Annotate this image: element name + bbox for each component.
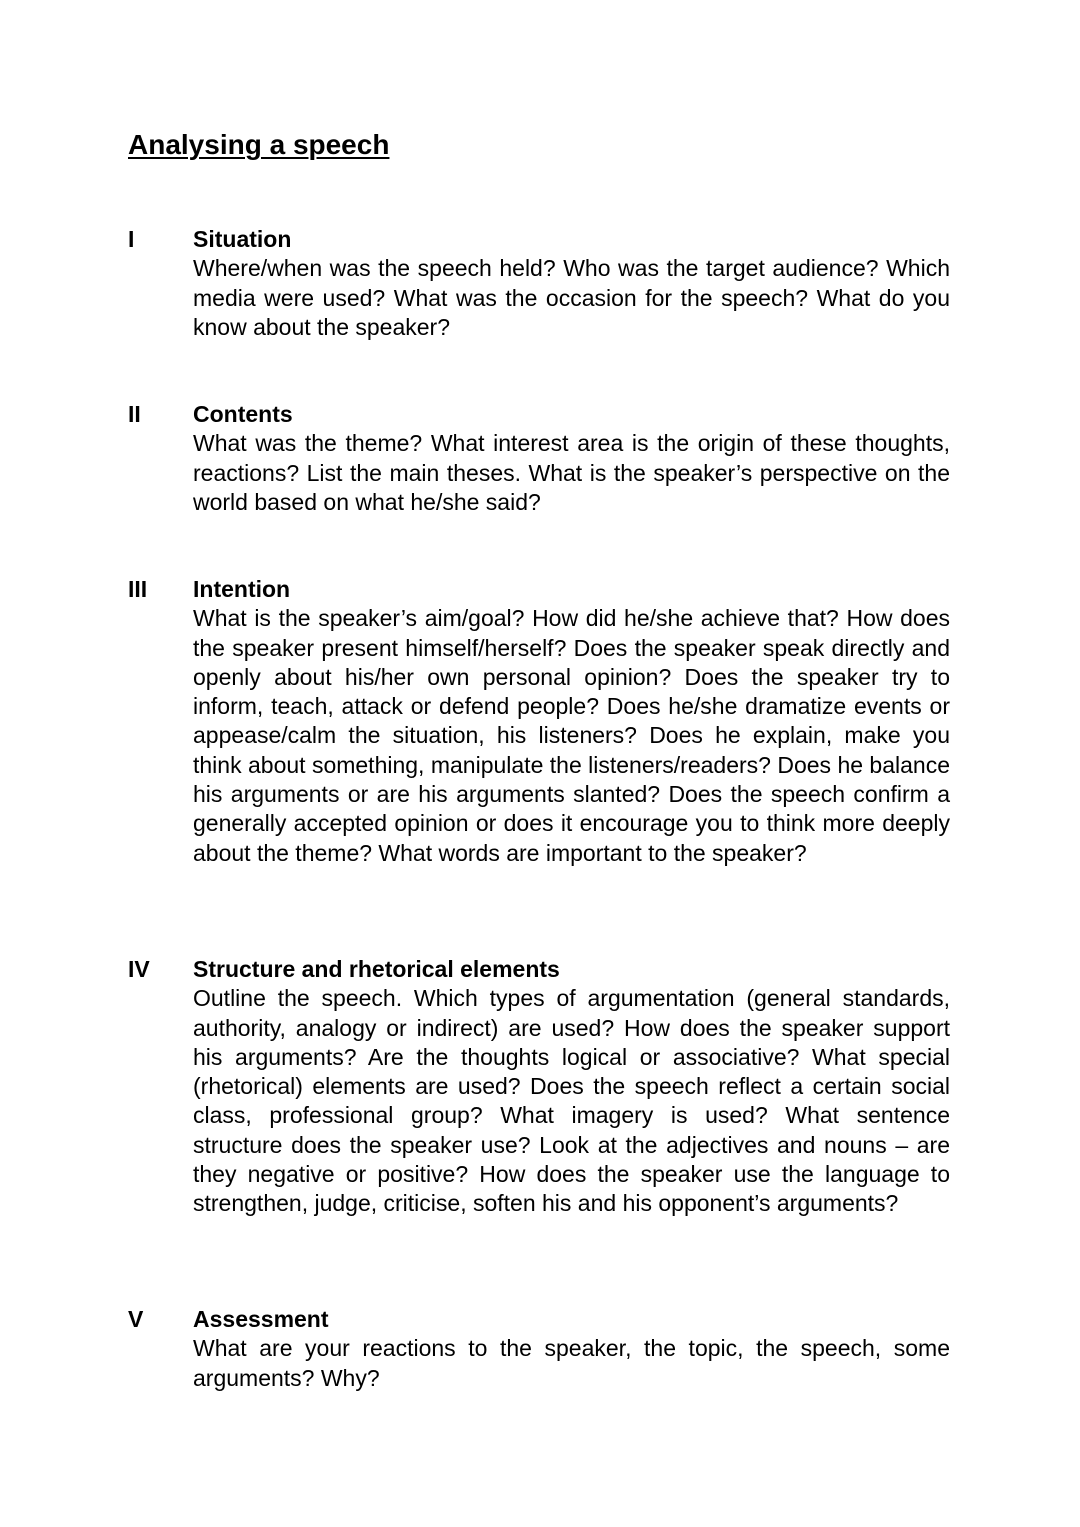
section-text: Where/when was the speech held? Who was the target audience? Which media were used? What was the occasion for the speech? What do you know about the speaker? [193, 255, 950, 340]
section-text: What is the speaker’s aim/goal? How did he/she achieve that? How does the speaker present himself/herself? Does the speaker speak directly and openly about his/her own personal opinion? Does the speaker try to inform, teach, attack or defend people? Does he/she dramatize events or appease/calm the situation, his listeners? Does he explain, make you think about something, manipulate the listeners/readers? Does he balance his arguments or are his arguments slanted? Does the speech confirm a generally accepted opinion or does it encourage you to think more deeply about the theme? What words are important to the speaker? [193, 605, 950, 866]
page-title: Analysing a speech [128, 129, 390, 160]
section-text: What was the theme? What interest area is the origin of these thoughts, reactions? List the main theses. What is the speaker’s perspective on the world based on what he/she said? [193, 430, 950, 515]
section-heading: Contents [193, 401, 293, 427]
section-body [193, 400, 950, 517]
section-heading: Intention [193, 576, 291, 602]
section-heading: Assessment [193, 1306, 329, 1332]
section-body [193, 225, 950, 342]
section-body [193, 955, 950, 1219]
section-heading: Structure and rhetorical elements [193, 956, 560, 982]
section-heading: Situation [193, 226, 292, 252]
section-numeral: IV [128, 956, 150, 982]
section-text: Outline the speech. Which types of argumentation (general standards, authority, analogy or indirect) are used? How does the speaker support his arguments? Are the thoughts logical or associative? What special (rhetorical) elements are used? Does the speech reflect a certain social class, professional group? What imagery is used? What sentence structure does the speaker use? Look at the adjectives and nouns – are they negative or positive? How does the speaker use the language to strengthen, judge, criticise, soften his and his opponent’s arguments? [193, 985, 950, 1217]
section-body [193, 575, 950, 868]
section-numeral: III [128, 576, 148, 602]
section-numeral: I [128, 226, 135, 252]
section-numeral: V [128, 1306, 144, 1332]
section-numeral: II [128, 401, 141, 427]
section-body [193, 1305, 950, 1393]
section-text: What are your reactions to the speaker, the topic, the speech, some arguments? Why? [193, 1335, 950, 1391]
